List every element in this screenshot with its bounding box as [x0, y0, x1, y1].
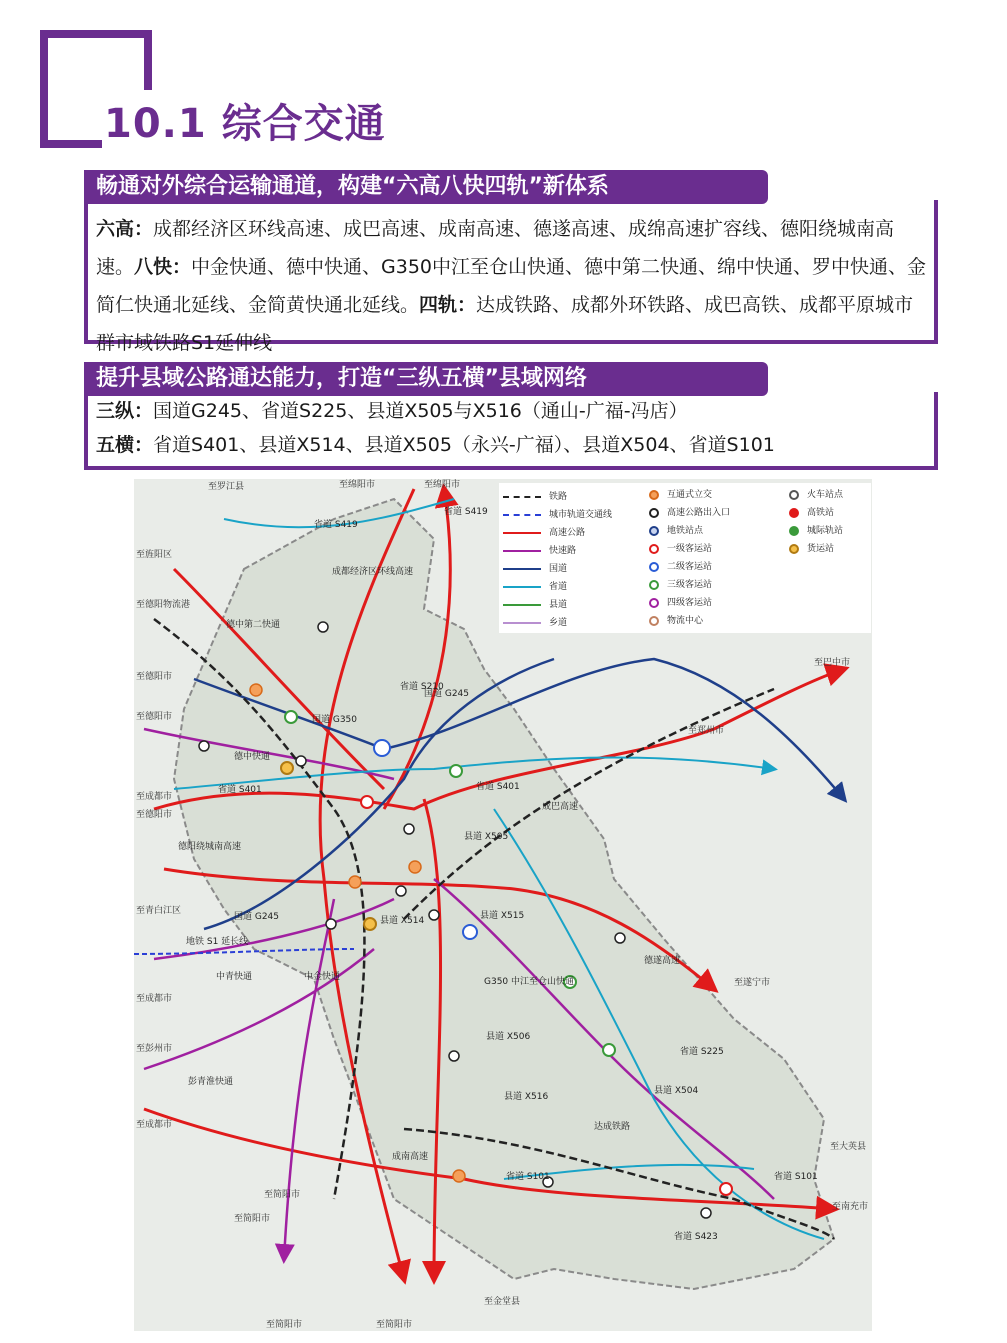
label-dezhong2: 德中第二快通: [226, 620, 281, 630]
label-g350b: G350 中江至仓山快通: [484, 977, 575, 987]
section1-text-3: 达成铁路、成都外环铁路、成巴高铁、成都平原城市群市域铁路S1延伸线: [96, 294, 914, 354]
label-zhongqing: 中青快通: [216, 972, 253, 982]
section1-text: [96, 210, 928, 362]
map-legend: [499, 483, 871, 633]
bus-station-3: [285, 711, 297, 723]
legend-national: 国道: [503, 561, 567, 574]
label-g350: 国道 G350: [312, 715, 358, 725]
interchange-node: [250, 684, 262, 696]
section2-keyword-2: 五横：: [96, 434, 154, 456]
label-jingyang: 至旌阳区: [136, 550, 173, 560]
label-jianyang4: 至简阳市: [376, 1320, 413, 1330]
transport-map: [134, 479, 872, 1331]
legend-hsr: 高铁站: [789, 505, 834, 518]
entrance-node: [199, 741, 209, 751]
label-s225: 省道 S225: [680, 1047, 724, 1057]
label-chengdu3: 至成都市: [136, 1120, 173, 1130]
label-suining: 至遂宁市: [734, 978, 771, 988]
label-jintang: 至金堂县: [484, 1297, 521, 1307]
label-s401: 省道 S401: [476, 782, 520, 792]
legend-railway: 铁路: [503, 489, 567, 502]
label-dacheng: 达成铁路: [594, 1122, 631, 1132]
label-nanchong: 至南充市: [832, 1202, 869, 1212]
legend-interchange: 互通式立交: [649, 487, 712, 500]
label-s101: 省道 S101: [506, 1172, 550, 1182]
label-deyang-ring: 德阳绕城南高速: [178, 842, 242, 852]
label-g245: 国道 G245: [424, 689, 470, 699]
entrance-node: [296, 756, 306, 766]
legend-bus2b: 三级客运站: [649, 577, 712, 590]
legend-county: 县道: [503, 597, 567, 610]
legend-provincial: 省道: [503, 579, 567, 592]
label-zhengzhou: 至郑州市: [688, 726, 725, 736]
legend-metro-station: 地铁站点: [649, 523, 703, 536]
section1-keyword-2: 八快：: [134, 256, 192, 278]
label-jianyang1: 至简阳市: [264, 1190, 301, 1200]
legend-bus2: 二级客运站: [649, 559, 712, 572]
label-s419b: 省道 S419: [444, 507, 488, 517]
hsr-station: [720, 1183, 732, 1195]
entrance-node: [326, 919, 336, 929]
section1-keyword-3: 四轨：: [419, 294, 477, 316]
label-qingbaijiang: 至青白江区: [136, 906, 182, 916]
label-chengdu1: 至成都市: [136, 792, 173, 802]
label-jianyang2: 至简阳市: [234, 1214, 271, 1224]
section2-text-1: 国道G245、省道S225、县道X505与X516（通山-广福-冯店）: [153, 400, 688, 422]
label-pengzhou: 至彭州市: [136, 1044, 173, 1054]
section1-heading: 畅通对外综合运输通道，构建“六高八快四轨”新体系: [84, 170, 768, 204]
hsr-station: [361, 796, 373, 808]
interchange-node: [453, 1170, 465, 1182]
label-chengnan: 成南高速: [392, 1152, 429, 1162]
label-deyang3: 至德阳市: [136, 810, 173, 820]
legend-train: 火车站点: [789, 487, 843, 500]
label-metro-s1: 地铁 S1 延长线: [186, 937, 249, 947]
label-x506: 县道 X506: [486, 1032, 531, 1042]
label-deyang-lz: 至德阳物流港: [136, 600, 191, 610]
label-s101b: 省道 S101: [774, 1172, 818, 1182]
legend-metro: 城市轨道交通线: [503, 507, 612, 520]
label-jianyang3: 至简阳市: [266, 1320, 303, 1330]
label-s401b: 省道 S401: [218, 785, 262, 795]
label-chengdu2: 至成都市: [136, 994, 173, 1004]
label-s419: 省道 S419: [314, 520, 358, 530]
legend-freight: 货运站: [789, 541, 834, 554]
label-dayingxian: 至大英县: [830, 1142, 867, 1152]
section1-text-1: 成都经济区环线高速、成巴高速、成南高速、德遂高速、成绵高速扩容线、德阳绕城南高速。: [96, 218, 895, 278]
label-x514: 县道 X514: [380, 916, 425, 926]
legend-entrance: 高速公路出入口: [649, 505, 730, 518]
label-deyang2: 至德阳市: [136, 712, 173, 722]
corner-decoration-left: [40, 30, 48, 148]
section2-keyword-1: 三纵：: [96, 400, 154, 422]
label-x505: 县道 X505: [464, 832, 509, 842]
entrance-node: [396, 886, 406, 896]
legend-logistics: 物流中心: [649, 613, 703, 626]
page-title: 10.1 综合交通: [104, 101, 386, 147]
label-mianyang1: 至绵阳市: [339, 480, 376, 490]
freight-station: [281, 762, 293, 774]
label-s423: 省道 S423: [674, 1232, 718, 1242]
label-s210: 省道 S210: [400, 682, 444, 692]
section2-text-2: 省道S401、县道X514、县道X505（永兴-广福）、县道X504、省道S101: [153, 434, 775, 456]
bus-station-3: [450, 765, 462, 777]
label-x504: 县道 X504: [654, 1086, 699, 1096]
entrance-node: [404, 824, 414, 834]
bus-station-1: [374, 740, 390, 756]
label-bazhong: 至巴中市: [814, 658, 851, 668]
label-luojiang: 至罗江县: [208, 482, 245, 492]
label-zhongjin: 中金快通: [304, 972, 341, 982]
freight-station: [364, 918, 376, 930]
label-deyang1: 至德阳市: [136, 672, 173, 682]
corner-decoration-bottom: [40, 140, 102, 148]
corner-decoration-right: [144, 30, 152, 90]
label-mianyang2: 至绵阳市: [424, 480, 461, 490]
label-dezhong: 德中快通: [234, 752, 271, 762]
label-pengqing: 彭青淮快通: [188, 1077, 234, 1087]
legend-township: 乡道: [503, 615, 567, 628]
section1-box: [84, 200, 938, 354]
legend-expressway: 高速公路: [503, 525, 585, 538]
interchange-node: [349, 876, 361, 888]
entrance-node: [701, 1208, 711, 1218]
section2-box: [84, 392, 938, 470]
entrance-node: [449, 1051, 459, 1061]
label-x515: 县道 X515: [480, 911, 525, 921]
label-g245b: 国道 G245: [234, 912, 280, 922]
bus-station-2: [463, 925, 477, 939]
legend-fastroad: 快速路: [503, 543, 576, 556]
section2-heading: 提升县域公路通达能力，打造“三纵五横”县域网络: [84, 362, 768, 396]
label-x516: 县道 X516: [504, 1092, 549, 1102]
section1-keyword-1: 六高：: [96, 218, 154, 240]
legend-bus1: 一级客运站: [649, 541, 712, 554]
entrance-node: [615, 933, 625, 943]
section1-text-2: 中金快通、德中快通、G350中江至仓山快通、德中第二快通、绵中快通、罗中快通、金简仁快通北延线、金简黄快通北延线。: [96, 256, 927, 316]
label-chengba: 成巴高速: [542, 802, 579, 812]
entrance-node: [318, 622, 328, 632]
legend-intercity: 城际轨站: [789, 523, 843, 536]
entrance-node: [429, 910, 439, 920]
section2-text: [96, 394, 928, 462]
interchange-node: [409, 861, 421, 873]
label-chengdu-ring: 成都经济区环线高速: [332, 567, 414, 577]
label-desui: 德遂高速: [644, 956, 681, 966]
bus-station-3: [603, 1044, 615, 1056]
corner-decoration-top: [40, 30, 152, 38]
legend-bus4: 四级客运站: [649, 595, 712, 608]
